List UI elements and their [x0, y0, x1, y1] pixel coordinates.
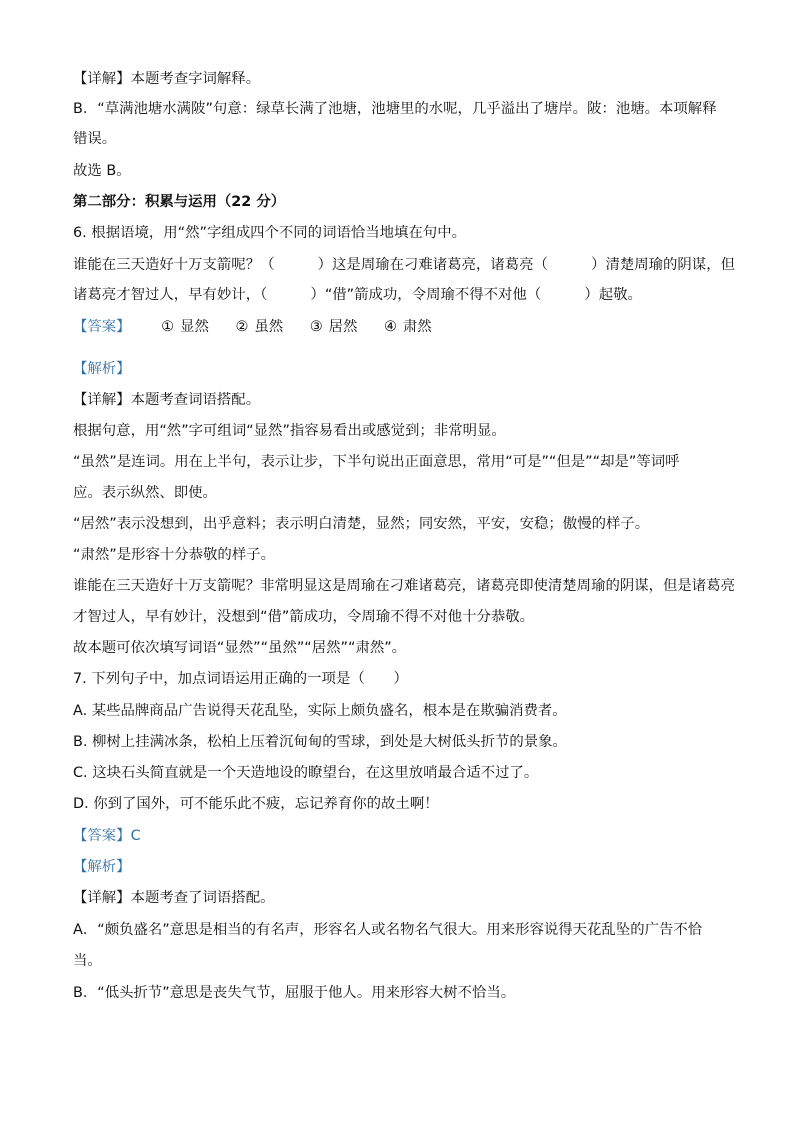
- paragraph-line: 当。: [73, 953, 102, 969]
- paragraph-line: 谁能在三天造好十万支箭呢？非常明显这是周瑜在刁难诸葛亮，诸葛亮即使清楚周瑜的阴谋，但是诸葛亮: [73, 578, 735, 594]
- answer-number: ④: [384, 319, 397, 335]
- conclusion-line: 故本题可依次填写词语“显然”“虽然”“居然”“肃然”。: [73, 640, 407, 656]
- paragraph-line: 才智过人，早有妙计，没想到“借”箭成功，令周瑜不得不对他十分恭敬。: [73, 609, 535, 625]
- answer-item: [161, 319, 209, 335]
- answer-word: 显然: [180, 319, 209, 335]
- paragraph-line: 应。表示纵然、即使。: [73, 485, 217, 501]
- question-6-sentence: 谁能在三天造好十万支箭呢？（ ）这是周瑜在刁难诸葛亮，诸葛亮（ ）清楚周瑜的阴谋，但: [73, 257, 735, 273]
- paragraph-line: “居然”表示没想到，出乎意料；表示明白清楚，显然；同安然，平安，安稳；傲慢的样子。: [73, 516, 650, 532]
- answer-word: 肃然: [402, 319, 432, 335]
- option-a: A. 某些品牌商品广告说得天花乱坠，实际上颇负盛名，根本是在欺骗消费者。: [73, 703, 567, 719]
- question-6: 6. 根据语境，用“然”字组成四个不同的词语恰当地填在句中。: [73, 225, 466, 241]
- answer-number: ①: [161, 319, 175, 335]
- question-6-sentence: 诸葛亮才智过人，早有妙计，（ ）“借”箭成功，令周瑜不得不对他（ ）起敬。: [73, 287, 642, 303]
- answer-label: 【答案】: [73, 319, 131, 335]
- paragraph-line: B．“草满池塘水满陂”句意：绿草长满了池塘，池塘里的水呢，几乎溢出了塘岸。陂：池塘。本项解释: [73, 101, 717, 117]
- paragraph-line: A．“颇负盛名”意思是相当的有名声，形容名人或名物名气很大。用来形容说得天花乱坠的广告不恰: [73, 922, 703, 938]
- answer-6-row: [73, 317, 733, 337]
- conclusion-line: 故选 B。: [73, 163, 131, 179]
- paragraph-line: “虽然”是连词。用在上半句，表示让步，下半句说出正面意思，常用“可是”“但是”“却是”等词呼: [73, 454, 680, 470]
- answer-word: 居然: [328, 319, 358, 335]
- answer-word: 虽然: [254, 319, 284, 335]
- answer-item: [384, 319, 432, 335]
- detail-line: 【详解】本题考查字词解释。: [73, 71, 261, 87]
- detail-line: 【详解】本题考查了词语搭配。: [73, 890, 275, 906]
- analysis-label: 【解析】: [73, 361, 131, 377]
- option-b: B. 柳树上挂满冰条，松柏上压着沉甸甸的雪球，到处是大树低头折节的景象。: [73, 734, 567, 750]
- question-7: 7. 下列句子中，加点词语运用正确的一项是（ ）: [73, 671, 408, 687]
- paragraph-line: 根据句意，用“然”字可组词“显然”指容易看出或感觉到；非常明显。: [73, 423, 506, 439]
- detail-line: 【详解】本题考查词语搭配。: [73, 392, 261, 408]
- paragraph-line: 错误。: [73, 131, 117, 147]
- answer-item: [310, 319, 358, 335]
- option-c: C. 这块石头简直就是一个天造地设的瞭望台，在这里放哨最合适不过了。: [73, 765, 539, 781]
- answer-item: [235, 319, 283, 335]
- answer-label: 【答案】C: [73, 828, 141, 844]
- section-heading: 第二部分：积累与运用（22 分）: [73, 194, 286, 210]
- paragraph-line: “肃然”是形容十分恭敬的样子。: [73, 547, 275, 563]
- option-d: D. 你到了国外，可不能乐此不疲，忘记养育你的故土啊！: [73, 796, 439, 812]
- paragraph-line: B．“低头折节”意思是丧失气节，屈服于他人。用来形容大树不恰当。: [73, 985, 516, 1001]
- analysis-label: 【解析】: [73, 859, 131, 875]
- answer-number: ②: [235, 319, 249, 335]
- answer-number: ③: [309, 319, 323, 335]
